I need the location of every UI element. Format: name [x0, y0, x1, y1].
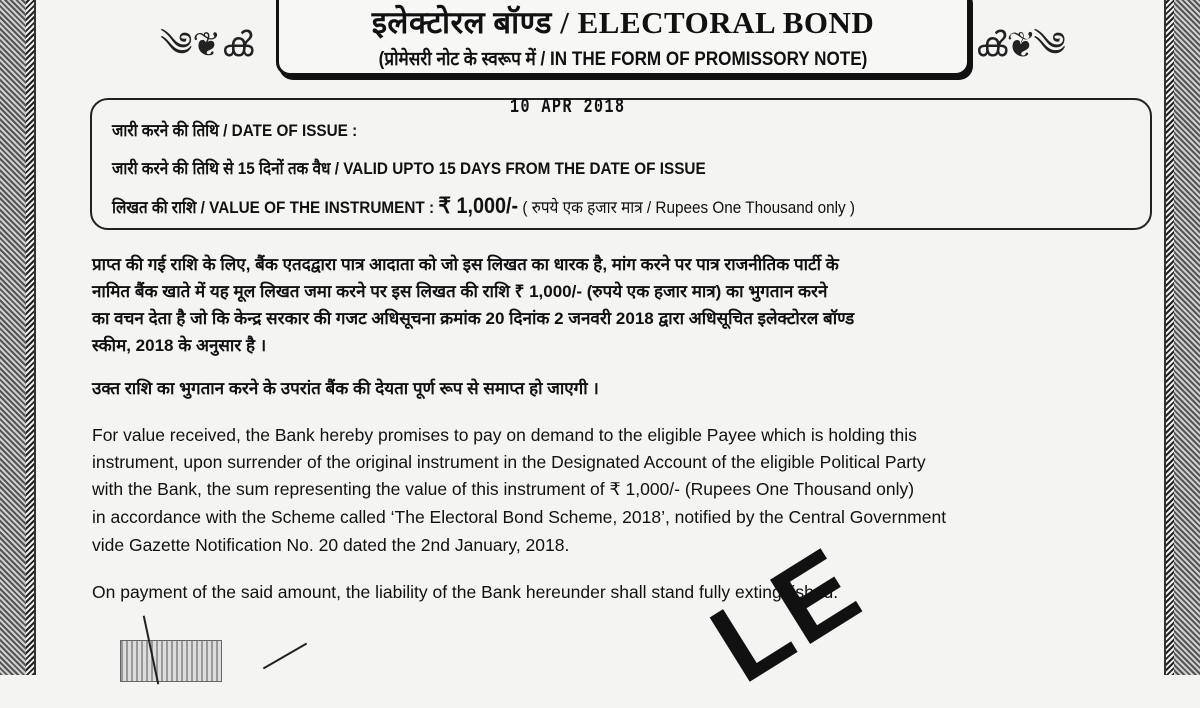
hindi-line: स्कीम, 2018 के अनुसार है ।	[92, 336, 267, 355]
date-of-issue-label: जारी करने की तिथि / DATE OF ISSUE :	[112, 121, 358, 140]
right-border-pattern	[1164, 0, 1200, 675]
english-line: in accordance with the Scheme called ‘The Electoral Bond Scheme, 2018’, notified by the Central Government	[92, 507, 947, 527]
right-ornament-icon: ൿ❦༄	[975, 25, 1066, 65]
issue-date-stamp: 10 APR 2018	[510, 96, 626, 119]
document-title: इलेक्टोरल बॉण्ड / ELECTORAL BOND	[371, 5, 875, 40]
value-in-words: ( रुपये एक हजार मात्र / Rupees One Thousand only )	[522, 198, 855, 217]
english-line: instrument, upon surrender of the original instrument in the Designated Account of the eligible Political Party	[92, 452, 926, 472]
value-amount: ₹ 1,000/-	[438, 193, 519, 218]
hindi-liability: उक्त राशि का भुगतान करने के उपरांत बैंक की देयता पूर्ण रूप से समाप्त हो जाएगी ।	[92, 379, 599, 398]
title-box	[276, 0, 970, 76]
sample-watermark: LE	[691, 522, 883, 707]
english-line: vide Gazette Notification No. 20 dated the 2nd January, 2018.	[92, 535, 570, 555]
hindi-line: प्राप्त की गई राशि के लिए, बैंक एतदद्वारा पात्र आदाता को जो इस लिखत का धारक है, मांग करने पर पात्र राजनीतिक पार्टी के	[92, 255, 839, 274]
revenue-stamp	[120, 640, 222, 682]
left-ornament-icon: ༄❦ൿ	[160, 25, 254, 65]
english-line: For value received, the Bank hereby promises to pay on demand to the eligible Payee which is holding this	[92, 425, 917, 445]
signature-stroke	[263, 643, 307, 670]
validity-text: जारी करने की तिथि से 15 दिनों तक वैध / VALID UPTO 15 DAYS FROM THE DATE OF ISSUE	[112, 159, 706, 178]
hindi-line: नामित बैंक खाते में यह मूल लिखत जमा करने पर इस लिखत की राशि ₹ 1,000/- (रुपये एक हजार मात्र) का भुगतान करने	[92, 282, 828, 301]
document-subtitle: (प्रोमेसरी नोट के स्वरूप में / IN THE FORM OF PROMISSORY NOTE)	[378, 49, 868, 70]
value-label: लिखत की राशि / VALUE OF THE INSTRUMENT :	[112, 198, 435, 217]
hindi-line: का वचन देता है जो कि केन्द्र सरकार की गजट अधिसूचना क्रमांक 20 दिनांक 2 जनवरी 2018 द्वारा अधिसूचित इलेक्टोरल बॉण्ड	[92, 309, 855, 328]
value-row	[112, 193, 855, 219]
english-line: with the Bank, the sum representing the value of this instrument of ₹ 1,000/- (Rupees One Thousand only)	[92, 479, 915, 499]
english-liability: On payment of the said amount, the liability of the Bank hereunder shall stand fully extinguished.	[92, 582, 839, 602]
left-border-pattern	[0, 0, 36, 675]
